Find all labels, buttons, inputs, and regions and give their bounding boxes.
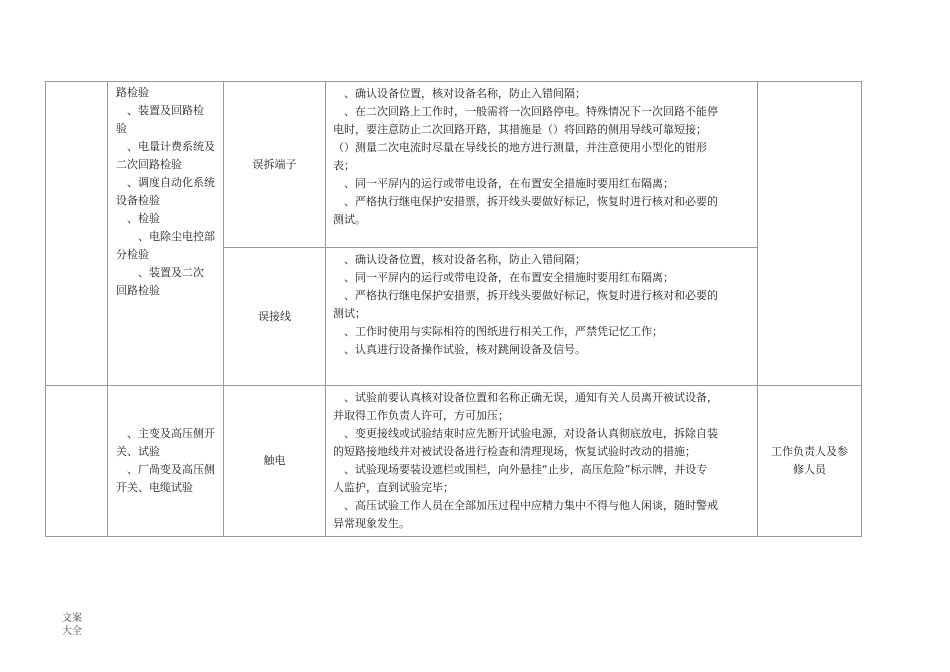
scope-line: 、装置及二次 (116, 266, 204, 279)
scope-line: 验 (116, 122, 127, 135)
measures-cell (326, 82, 758, 248)
scope-line: 、调度自动化系统 (116, 176, 215, 189)
scope-line: 路检验 (116, 86, 149, 99)
measure-line: 并取得工作负责人许可，方可加压； (333, 409, 509, 422)
responsible-person-cell (758, 386, 862, 537)
scope-line: 、厂咼变及高压侧 (116, 463, 215, 476)
measure-line: 、工作时使用与实际相符的图纸进行相关工作，严禁凭记忆工作； (333, 325, 663, 338)
measure-line: 、确认设备位置，核对设备名称，防止入错间隔； (333, 87, 586, 100)
measure-line: 、高压试验工作人员在全部加压过程中应精力集中不得与他人闲谈，随时警戒 (333, 499, 718, 512)
scope-line: 二次回路检验 (116, 158, 182, 171)
measure-line: 、在二次回路上工作时，一般需将一次回路停电。特殊情况下一次回路不能停 (333, 105, 718, 118)
measures-cell (326, 248, 758, 386)
hazard-cell: 误接线 (224, 248, 326, 386)
measure-line: 、同一平屏内的运行或带电设备，在布置安全措施时要用红布隔离； (333, 271, 674, 284)
scope-line: 回路检验 (116, 284, 160, 297)
scope-line: 、检验 (116, 212, 160, 225)
scope-line: 、主变及高压侧开 (116, 427, 215, 440)
measure-line: 的短路接地线并对被试设备进行检查和清理现场，恢复试验时改动的措施； (333, 445, 696, 458)
measure-line: 测试； (333, 307, 366, 320)
measure-line: 异常现象发生。 (333, 517, 410, 530)
table-row (46, 82, 862, 248)
measure-line: 、同一平屏内的运行或带电设备，在布置安全措施时要用红布隔离； (333, 177, 674, 190)
measure-line: 、试验前要认真核对设备位置和名称正确无误，通知有关人员离开被试设备， (333, 391, 718, 404)
hazard-cell: 误拆端子 (224, 82, 326, 248)
measures-cell (326, 386, 758, 537)
measure-line: 测试。 (333, 213, 366, 226)
measure-line: 、严格执行继电保护安措票，拆开线头要做好标记，恢复时进行核对和必要的 (333, 289, 718, 302)
measure-line: 、确认设备位置，核对设备名称，防止入错间隔； (333, 253, 586, 266)
person-line: 修人员 (793, 463, 826, 476)
responsible-person-cell (758, 82, 862, 386)
scope-line: 设备检验 (116, 194, 160, 207)
scope-line: 、装置及回路检 (116, 104, 204, 117)
scope-line: 、电除尘电控部 (116, 230, 215, 243)
scope-line: 关、试验 (116, 445, 160, 458)
measure-line: 人监护，直到试验完毕； (333, 481, 454, 494)
measure-line: 表； (333, 159, 355, 172)
measure-line: 、变更接线或试验结束时应先断开试验电源，对设备认真彻底放电，拆除自装 (333, 427, 718, 440)
work-scope-cell (108, 386, 224, 537)
blank-cell (46, 386, 108, 537)
measure-line: 、认真进行设备操作试验，核对跳闸设备及信号。 (333, 343, 586, 356)
measure-line: 、试验现场要装设遮栏或围栏，向外悬挂“止步，高压危险”标示牌，并设专 (333, 463, 708, 476)
work-scope-cell (108, 82, 224, 386)
person-line: 工作负责人及参 (771, 445, 848, 458)
blank-cell (46, 82, 108, 386)
scope-line: 分检验 (116, 248, 149, 261)
measure-line: （）测量二次电流时尽量在导线长的地方进行测量，并注意使用小型化的钳形 (333, 141, 707, 154)
measure-line: 、严格执行继电保护安措票，拆开线头要做好标记，恢复时进行核对和必要的 (333, 195, 718, 208)
scope-line: 、电量计费系统及 (116, 140, 215, 153)
measure-line: 电时，要注意防止二次回路开路，其措施是（）将回路的侧用导线可靠短接； (333, 123, 707, 136)
scope-line: 开关、电缆试验 (116, 481, 193, 494)
safety-table (45, 81, 862, 537)
table-row (46, 386, 862, 537)
hazard-cell: 触电 (224, 386, 326, 537)
footer-text: 文案大全 (62, 613, 82, 637)
